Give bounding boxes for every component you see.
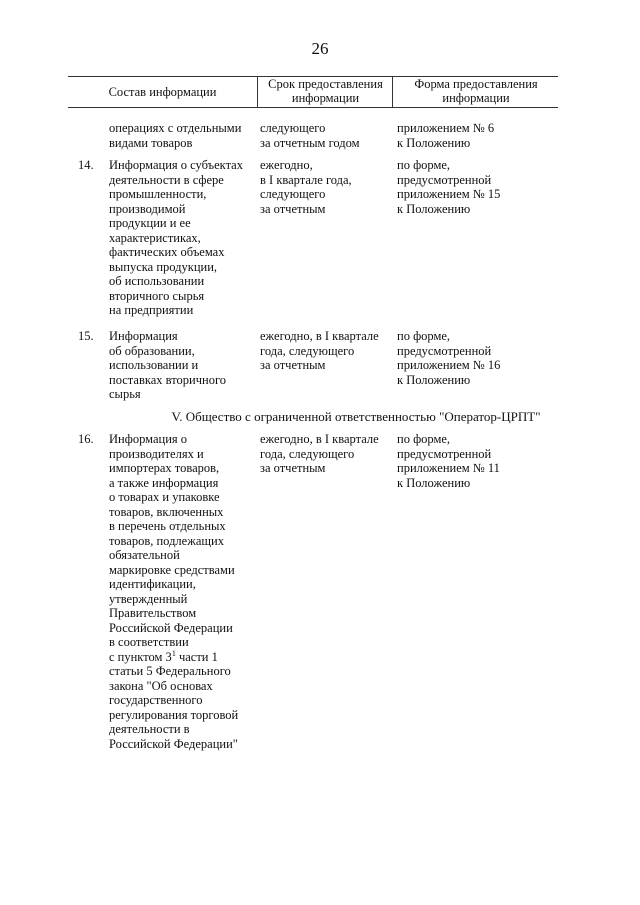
header-submission-form-line2: информации	[442, 91, 510, 105]
section-v-title: V. Общество с ограниченной ответственностью "Оператор-ЦРПТ"	[171, 409, 541, 424]
row-16-info-part1: Информация о производителях и импортерах товаров, а также информация о товарах и упаковке товаров, включенных в перечень отдельных товаров, подлежащих обязательной маркировке средствами идентификации, утвержденный Правительством Российской Федерации в соответствии с пунктом 3	[109, 432, 235, 664]
table-header	[68, 76, 558, 108]
row-14-form: по форме, предусмотренной приложением № 15 к Положению	[397, 158, 501, 216]
row-15-info: Информация об образовании, использовании и поставках вторичного сырья	[109, 329, 227, 401]
row-15-form: по форме, предусмотренной приложением № 16 к Положению	[397, 329, 501, 387]
row-15-number: 15.	[78, 329, 94, 343]
row-16-info-superscript: 1	[171, 648, 176, 658]
cont-row-form: приложением № 6 к Положению	[397, 121, 495, 150]
header-submission-term-line1: Срок предоставления	[268, 77, 383, 91]
cont-row-term: следующего за отчетным годом	[260, 121, 360, 150]
header-submission-form-line1: Форма предоставления	[414, 77, 538, 91]
cont-row-info: операциях с отдельными видами товаров	[109, 121, 242, 150]
row-14-number: 14.	[78, 158, 94, 172]
row-15-term: ежегодно, в I квартале года, следующего за отчетным	[260, 329, 379, 372]
header-info-composition: Состав информации	[108, 85, 217, 99]
row-16-info	[109, 432, 259, 751]
row-16-form: по форме, предусмотренной приложением № 11 к Положению	[397, 432, 500, 490]
row-14-info: Информация о субъектах деятельности в сфере промышленности, производимой продукции и ее характеристиках, фактических объемах выпуска продукции, об использовании вторичного сырья на предприятии	[109, 158, 243, 317]
header-submission-term	[257, 77, 393, 107]
row-16-number: 16.	[78, 432, 94, 446]
row-16-info-part2: части 1 статьи 5 Федерального закона "Об основах государственного регулирования торговой деятельности в Российской Федерации"	[109, 649, 239, 751]
row-14-term: ежегодно, в I квартале года, следующего за отчетным	[260, 158, 352, 216]
page-number: 26	[311, 39, 329, 58]
header-submission-term-line2: информации	[291, 91, 360, 105]
header-submission-form	[392, 77, 559, 107]
row-16-term: ежегодно, в I квартале года, следующего за отчетным	[260, 432, 379, 475]
